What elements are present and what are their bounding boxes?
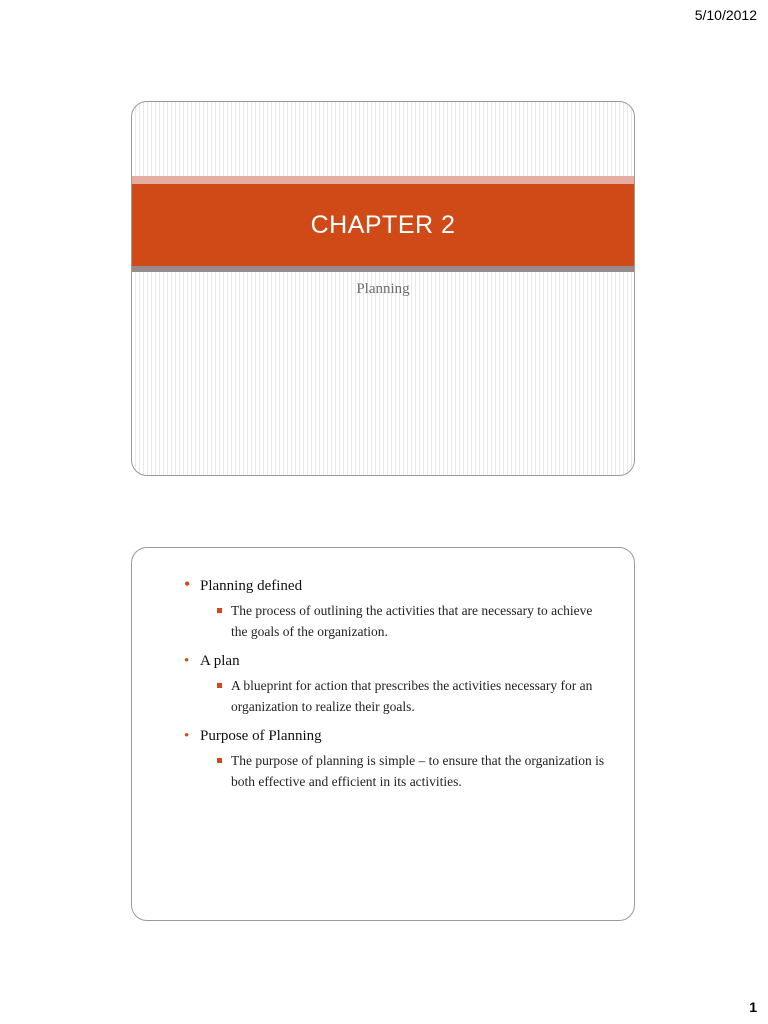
square-bullet-icon: [217, 683, 222, 688]
sub-list-item: [200, 600, 610, 642]
list-item: [184, 726, 610, 792]
square-bullet-icon: [217, 758, 222, 763]
bullet-icon: •: [184, 574, 191, 594]
content-slide: [131, 547, 635, 921]
sub-bullet-text: A blueprint for action that prescribes the activities necessary for an organization to realize their goals.: [231, 678, 593, 714]
slide-subtitle: Planning: [356, 281, 410, 297]
square-bullet-icon: [217, 608, 222, 613]
title-band: [132, 184, 634, 266]
title-band-accent-top: [132, 176, 634, 184]
bullet-label: Purpose of Planning: [200, 728, 322, 744]
list-item: [184, 576, 610, 642]
bullet-icon: •: [184, 653, 190, 669]
slide-title: CHAPTER 2: [310, 210, 456, 239]
sub-bullet-text: The purpose of planning is simple – to ensure that the organization is both effective and efficient in its activities.: [231, 753, 605, 789]
page-number: 1: [749, 999, 757, 1015]
bullet-list: [184, 576, 610, 792]
bullet-label: A plan: [200, 653, 240, 669]
title-slide: [131, 101, 635, 476]
title-band-accent-bottom: [132, 266, 634, 272]
bullet-icon: •: [184, 728, 190, 744]
page-date: 5/10/2012: [694, 7, 757, 23]
sub-list-item: [200, 675, 610, 717]
list-item: [184, 651, 610, 717]
bullet-label: Planning defined: [200, 578, 303, 594]
sub-list-item: [200, 750, 610, 792]
sub-bullet-text: The process of outlining the activities that are necessary to achieve the goals of the organization.: [231, 603, 593, 639]
